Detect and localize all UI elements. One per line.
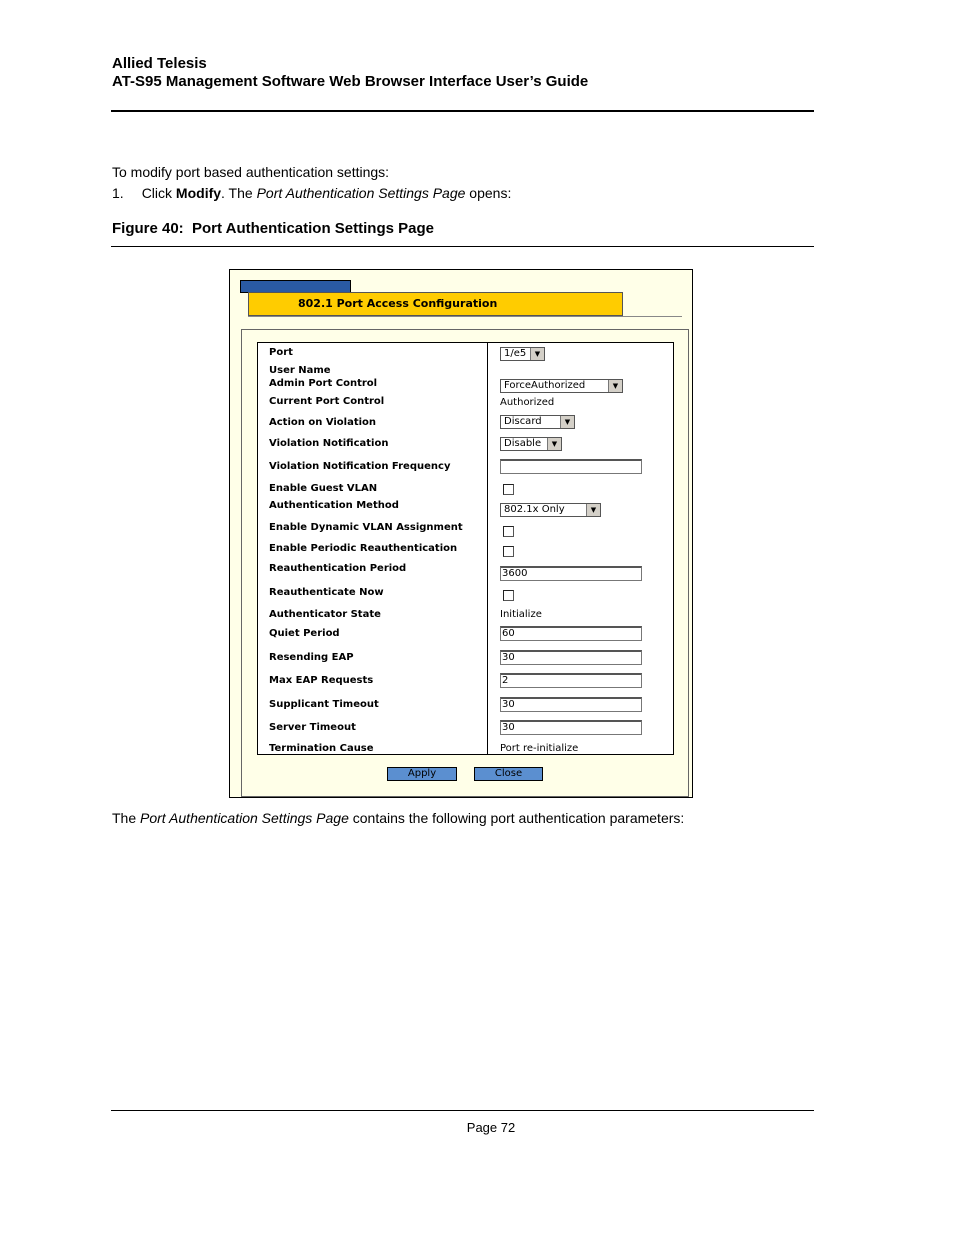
step-page-name: Port Authentication Settings Page <box>256 185 466 201</box>
server-timeout-input[interactable]: 30 <box>500 720 642 735</box>
port-select[interactable] <box>500 347 545 361</box>
current-port-control-label: Current Port Control <box>269 396 385 407</box>
termination-cause-value: Port re-initialize <box>500 743 579 754</box>
resending-eap-label: Resending EAP <box>269 652 354 663</box>
outro-page-name: Port Authentication Settings Page <box>140 810 349 826</box>
action-on-violation-value: Discard <box>504 416 542 427</box>
user-name-label: User Name <box>269 365 331 376</box>
supplicant-timeout-input[interactable]: 30 <box>500 697 642 712</box>
reauth-period-input[interactable]: 3600 <box>500 566 642 581</box>
chevron-down-icon: ▼ <box>547 438 561 450</box>
action-on-violation-label: Action on Violation <box>269 417 377 428</box>
apply-button[interactable]: Apply <box>387 767 457 781</box>
enable-periodic-reauth-label: Enable Periodic Reauthentication <box>269 543 458 554</box>
reauth-now-label: Reauthenticate Now <box>269 587 384 598</box>
figure-title: 802.1 Port Access Configuration <box>248 292 623 316</box>
step-1 <box>112 185 511 202</box>
server-timeout-label: Server Timeout <box>269 722 356 733</box>
step-modify-label: Modify <box>175 185 222 201</box>
guide-title: AT-S95 Management Software Web Browser Interface User’s Guide <box>112 73 589 90</box>
outro-prefix: The <box>112 810 141 826</box>
company-name: Allied Telesis <box>112 55 207 72</box>
authentication-method-label: Authentication Method <box>269 500 399 511</box>
enable-dynamic-vlan-label: Enable Dynamic VLAN Assignment <box>269 522 463 533</box>
reauth-period-label: Reauthentication Period <box>269 563 407 574</box>
footer-rule <box>111 1110 814 1111</box>
config-panel <box>241 329 689 797</box>
column-divider <box>487 343 488 754</box>
violation-notification-value: Disable <box>504 438 542 449</box>
caption-rule <box>111 246 814 247</box>
authenticator-state-value: Initialize <box>500 609 542 620</box>
title-underline <box>248 316 682 317</box>
action-on-violation-select[interactable] <box>500 415 575 429</box>
violation-notification-frequency-label: Violation Notification Frequency <box>269 461 451 472</box>
step-prefix: Click <box>141 185 176 201</box>
violation-notification-frequency-input[interactable] <box>500 459 642 474</box>
admin-port-control-label: Admin Port Control <box>269 378 378 389</box>
resending-eap-input[interactable]: 30 <box>500 650 642 665</box>
current-port-control-value: Authorized <box>500 397 555 408</box>
settings-table <box>257 342 674 755</box>
chevron-down-icon: ▼ <box>530 348 544 360</box>
max-eap-requests-label: Max EAP Requests <box>269 675 374 686</box>
supplicant-timeout-label: Supplicant Timeout <box>269 699 379 710</box>
page-number: Page 72 <box>466 1120 516 1135</box>
enable-periodic-reauth-checkbox[interactable] <box>503 546 514 557</box>
port-label: Port <box>269 347 293 358</box>
quiet-period-input[interactable]: 60 <box>500 626 642 641</box>
quiet-period-label: Quiet Period <box>269 628 340 639</box>
admin-port-control-select[interactable] <box>500 379 623 393</box>
violation-notification-select[interactable] <box>500 437 562 451</box>
figure-caption: Figure 40: Port Authentication Settings Page <box>112 220 434 237</box>
enable-guest-vlan-checkbox[interactable] <box>503 484 514 495</box>
close-button[interactable]: Close <box>474 767 543 781</box>
max-eap-requests-input[interactable]: 2 <box>500 673 642 688</box>
authentication-method-select[interactable] <box>500 503 601 517</box>
authenticator-state-label: Authenticator State <box>269 609 381 620</box>
port-auth-settings-figure <box>229 269 693 798</box>
enable-guest-vlan-label: Enable Guest VLAN <box>269 483 378 494</box>
chevron-down-icon: ▼ <box>608 380 622 392</box>
header-rule <box>111 110 814 112</box>
enable-dynamic-vlan-checkbox[interactable] <box>503 526 514 537</box>
chevron-down-icon: ▼ <box>560 416 574 428</box>
step-number: 1. <box>112 185 124 201</box>
violation-notification-label: Violation Notification <box>269 438 389 449</box>
authentication-method-value: 802.1x Only <box>504 504 565 515</box>
intro-text: To modify port based authentication settings: <box>112 164 390 180</box>
outro-suffix: contains the following port authentication parameters: <box>348 810 685 826</box>
port-value: 1/e5 <box>504 348 527 359</box>
outro-text <box>112 810 684 827</box>
step-suffix: opens: <box>465 185 512 201</box>
termination-cause-label: Termination Cause <box>269 743 374 754</box>
reauth-now-checkbox[interactable] <box>503 590 514 601</box>
admin-port-control-value: ForceAuthorized <box>504 380 586 391</box>
step-middle: . The <box>221 185 257 201</box>
chevron-down-icon: ▼ <box>586 504 600 516</box>
